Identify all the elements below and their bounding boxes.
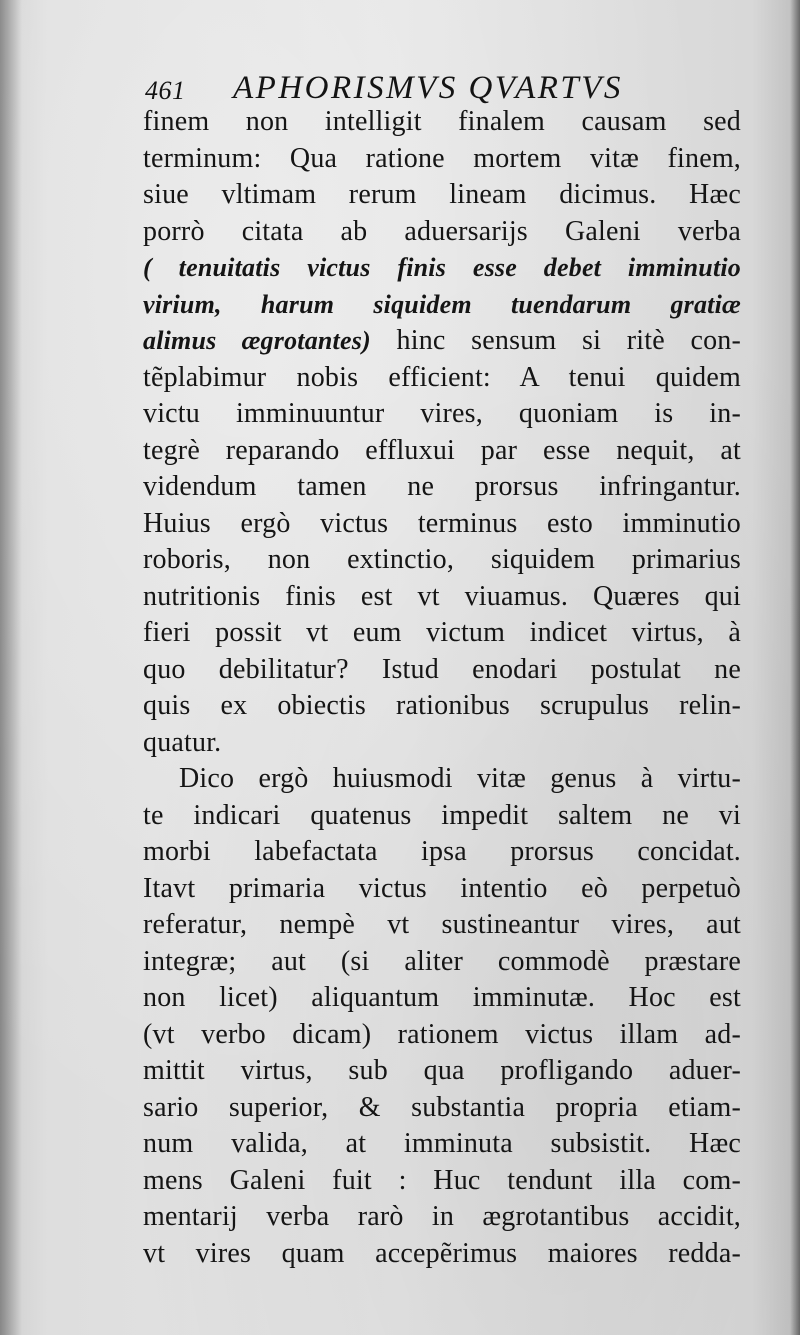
text-line: victu imminuuntur vires, quoniam is in- — [143, 398, 741, 429]
text-line: tẽplabimur nobis efficient: A tenui quidem — [143, 361, 741, 393]
text-line: quo debilitatur? Istud enodari postulat ne — [143, 653, 741, 685]
text-line: roboris, non extinctio, siquidem primarius — [143, 544, 741, 575]
text-line: mittit virtus, sub qua profligando aduer- — [143, 1055, 741, 1086]
text-line: nutritionis finis est vt viuamus. Quæres qui — [143, 580, 741, 612]
text-line: mentarij verba rarò in ægrotantibus accidit, — [143, 1201, 741, 1232]
text-line: (vt verbo dicam) rationem victus illam ad- — [143, 1018, 741, 1050]
text-line: sario superior, & substantia propria etiam- — [143, 1091, 741, 1123]
text-line — [143, 323, 741, 360]
text-fragment: hinc sensum si ritè con- — [370, 325, 741, 356]
quoted-text-line: virium, harum siquidem tuendarum gratiæ — [143, 289, 741, 319]
paragraph-start-line: Dico ergò huiusmodi vitæ genus à virtu- — [179, 763, 741, 794]
text-line: vt vires quam accepẽrimus maiores redda- — [143, 1237, 741, 1269]
text-line: siue vltimam rerum lineam dicimus. Hæc — [143, 179, 741, 210]
text-line: Itavt primaria victus intentio eò perpetuò — [143, 872, 741, 904]
gutter-shadow — [0, 0, 22, 1335]
running-head: APHORISMVS QVARTVS — [233, 70, 623, 106]
quoted-text-fragment: alimus ægrotantes) — [143, 326, 371, 355]
text-line: te indicari quatenus impedit saltem ne vi — [143, 799, 741, 831]
text-line: fieri possit vt eum victum indicet virtus, à — [143, 617, 741, 648]
text-line: mens Galeni fuit : Huc tendunt illa com- — [143, 1164, 741, 1196]
text-line: tegrè reparando effluxui par esse nequit, at — [143, 434, 741, 466]
body-text — [143, 104, 741, 1272]
page-edge-shadow — [790, 0, 800, 1335]
text-line: num valida, at imminuta subsistit. Hæc — [143, 1128, 741, 1159]
page-number: 461 — [145, 76, 186, 105]
text-line: terminum: Qua ratione mortem vitæ finem, — [143, 142, 741, 174]
text-line: referatur, nempè vt sustineantur vires, aut — [143, 909, 741, 940]
quoted-text-line: ( tenuitatis victus finis esse debet imminutio — [143, 253, 741, 282]
text-line: videndum tamen ne prorsus infringantur. — [143, 471, 741, 502]
text-line: porrò citata ab aduersarijs Galeni verba — [143, 215, 741, 247]
text-line: integræ; aut (si aliter commodè præstare — [143, 945, 741, 977]
text-line: Huius ergò victus terminus esto imminutio — [143, 507, 741, 539]
text-line: quatur. — [143, 726, 222, 758]
text-line: morbi labefactata ipsa prorsus concidat. — [143, 836, 741, 867]
text-line: non licet) aliquantum imminutæ. Hoc est — [143, 982, 741, 1013]
text-line: finem non intelligit finalem causam sed — [143, 106, 741, 137]
text-line: quis ex obiectis rationibus scrupulus relin- — [143, 690, 741, 721]
